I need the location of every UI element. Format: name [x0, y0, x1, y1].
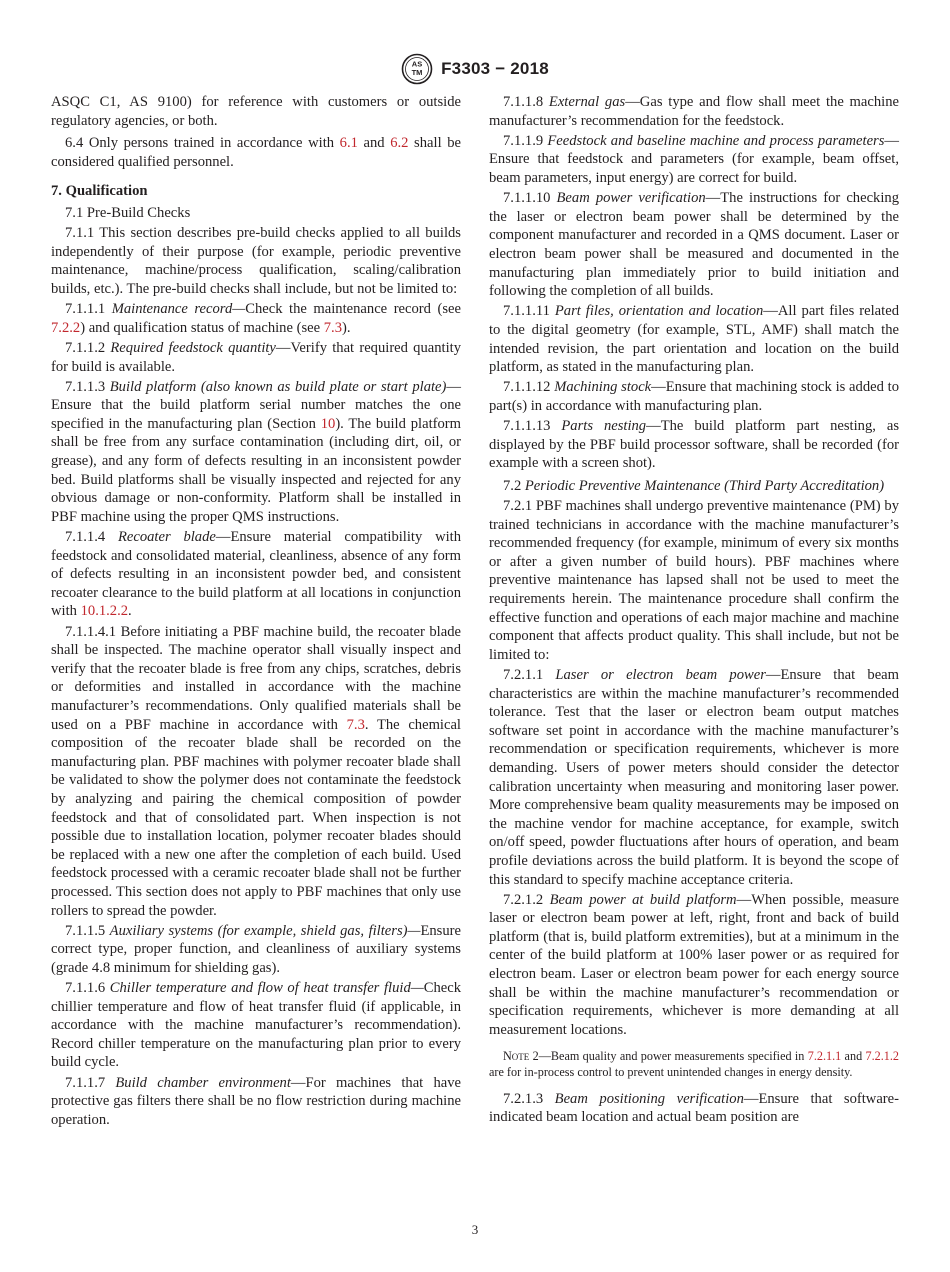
- paragraph-7-1-1-7: 7.1.1.7 Build chamber environment—For machines that have protective gas filters there shall be no flow restriction during machine operation.: [51, 1074, 461, 1128]
- svg-text:TM: TM: [411, 68, 423, 77]
- paragraph-7-1-1-4: 7.1.1.4 Recoater blade—Ensure material compatibility with feedstock and consolidated material, cleanliness, absence of any form of defects resulting in an inconsistent powder bed, and consistent recoater clearance to the build platform at all locations in conjunction with 10.1.2.2.: [51, 529, 462, 620]
- paragraph-7-2-1-2: 7.2.1.2 Beam power at build platform—When possible, measure laser or electron beam power at left, right, front and back of build platform (that is, build platform extremities), but at a minimum in the center of the build platform at 100% laser power or as required for electron beam. Laser or electron beam power for each energy source shall be within the machine manufacturer’s recommendation or specification requirements, whichever is more demanding at all measurement locations.: [489, 891, 900, 1038]
- ref-link-6-1[interactable]: 6.1: [339, 135, 358, 152]
- page-header: [0, 52, 950, 86]
- ref-link-6-2[interactable]: 6.2: [390, 135, 409, 152]
- paragraph-7-1-1: 7.1.1 This section describes pre-build checks applied to all builds independently of their purpose (for example, periodic preventive maintenance, machine/process qualification, scaling/calibration builds, etc.). The pre-build checks shall include, but not be limited to:: [51, 225, 461, 297]
- section-heading-7: 7. Qualification: [51, 183, 148, 200]
- ref-link-7-2-1-2[interactable]: 7.2.1.2: [865, 1049, 900, 1064]
- paragraph-7-1-1-4-1: 7.1.1.4.1 Before initiating a PBF machine build, the recoater blade shall be inspected. The machine operator shall visually inspect and verify that the recoater blade is free from any chips, scratches, debris or deformities and installed in accordance with the machine manufacturer’s recommendations. Only qualified materials shall be used on a PBF machine in accordance with 7.3. The chemical composition of the recoater blade shall be recorded on the manufacturing plan. PBF machines with polymer recoater blade shall be validated to show the polymer does not contaminate the feedstock by analyzing and pairing the chemical composition of powder feedstock and that of consolidated part. When inspection is not possible due to installation location, polymer recoater blades should be replaced with a new one after the completion of each build. Used feedstock processed with a ceramic recoater blade shall not be further processed. This section does not apply to PBF machines that only use rollers to spread the powder.: [51, 623, 461, 919]
- paragraph-7-2-1-3: 7.2.1.3 Beam positioning verification—Ensure that software-indicated beam location and actual beam position are: [489, 1090, 900, 1126]
- paragraph-7-1: 7.1 Pre-Build Checks: [65, 204, 191, 221]
- note-2: Note 2—Beam quality and power measurements specified in 7.2.1.1 and 7.2.1.2 are for in-process control to prevent unintended changes in energy density.: [489, 1049, 900, 1079]
- paragraph-7-1-1-9: 7.1.1.9 Feedstock and baseline machine and process parameters—Ensure that feedstock and parameters (for example, beam offset, beam parameters, input energy) are correct for build.: [489, 132, 900, 186]
- right-column: [489, 93, 899, 1129]
- paragraph-7-1-1-12: 7.1.1.12 Machining stock—Ensure that machining stock is added to part(s) in accordance with manufacturing plan.: [489, 379, 899, 414]
- paragraph-7-1-1-13: 7.1.1.13 Parts nesting—The build platform part nesting, as displayed by the PBF build processor software, shall be recorded (for example with a screen shot).: [489, 418, 899, 472]
- ref-link-10[interactable]: 10: [320, 415, 336, 432]
- ref-link-7-3-b[interactable]: 7.3: [346, 716, 365, 733]
- paragraph-7-1-1-5: 7.1.1.5 Auxiliary systems (for example, shield gas, filters)—Ensure correct type, proper function, and cleanliness of auxiliary systems (grade 4.8 minimum for shielding gas).: [51, 922, 461, 976]
- svg-text:AS: AS: [411, 59, 423, 69]
- astm-logo-icon: [401, 53, 433, 85]
- paragraph-7-2: 7.2 Periodic Preventive Maintenance (Third Party Accreditation): [503, 477, 885, 494]
- ref-link-10-1-2-2[interactable]: 10.1.2.2: [80, 603, 129, 620]
- paragraph-7-1-1-1: 7.1.1.1 Maintenance record—Check the maintenance record (see 7.2.2) and qualification status of machine (see 7.3).: [51, 301, 461, 336]
- left-column: [51, 93, 461, 1131]
- page-number: 3: [471, 1222, 479, 1237]
- ref-link-7-3[interactable]: 7.3: [323, 319, 342, 336]
- standard-number: F3303 − 2018: [441, 59, 549, 78]
- paragraph-7-1-1-3: 7.1.1.3 Build platform (also known as build plate or start plate)—Ensure that the build platform serial number matches the one specified in the manufacturing plan (Section 10). The build platform shall be free from any surface contamination (including dirt, oil, or grease), and any form of defects resulting in an inconsistent powder bed. Build platforms shall be visually inspected and rejected for any obvious damage or non-conformity. Platform shall be installed in PBF machine using the proper QMS instructions.: [51, 378, 461, 525]
- paragraph-6-4: 6.4 Only persons trained in accordance with 6.1 and 6.2 shall be considered qualified personnel.: [51, 135, 461, 170]
- paragraph-7-1-1-8: 7.1.1.8 External gas—Gas type and flow shall meet the machine manufacturer’s recommendation for the feedstock.: [489, 94, 899, 129]
- paragraph-7-1-1-6: 7.1.1.6 Chiller temperature and flow of heat transfer fluid—Check chillier temperature and flow of heat transfer fluid (if applicable, in accordance with the machine manufacturer’s recommendation). Record chiller temperature on the manufacturing plan prior to every build cycle.: [51, 980, 462, 1071]
- paragraph-7-1-1-11: 7.1.1.11 Part files, orientation and location—All part files related to the digital geometry (for example, STL, AMF) shall match the intended revision, the part orientation and location on the build platform, as stated in the manufacturing plan.: [489, 303, 899, 376]
- paragraph-continued: ASQC C1, AS 9100) for reference with customers or outside regulatory agencies, or both.: [51, 94, 461, 129]
- paragraph-7-1-1-2: 7.1.1.2 Required feedstock quantity—Verify that required quantity for build is available.: [51, 339, 462, 375]
- ref-link-7-2-1-1[interactable]: 7.2.1.1: [807, 1049, 842, 1064]
- paragraph-7-2-1: 7.2.1 PBF machines shall undergo preventive maintenance (PM) by trained technicians in accordance with the machine manufacturer’s recommended frequency (for example, minimum of every six months or after a given number of build hours). PBF machines where preventive maintenance has lapsed shall not be used to meet the requirements herein. The maintenance procedure shall confirm the effective function and operations of each major machine and machine component that affects product quality. This shall include, but not be limited to:: [489, 498, 899, 663]
- ref-link-7-2-2[interactable]: 7.2.2: [51, 319, 81, 336]
- paragraph-7-1-1-10: 7.1.1.10 Beam power verification—The instructions for checking the laser or electron beam power shall be determined by the component manufacturer and recorded in a QMS document. Laser or electron beam power shall be measured and documented in the manufacturing plan immediately prior to build initiation and following the completion of all builds.: [489, 190, 899, 300]
- paragraph-7-2-1-1: 7.2.1.1 Laser or electron beam power—Ensure that beam characteristics are within the machine manufacturer’s recommended tolerance. Test that the laser or electron beam output matches software set point in accordance with the machine manufacturer’s recommendation or specification requirements, whichever is more demanding. Users of power meters should consider the detector calibration uncertainty when measuring and monitoring laser power. More comprehensive beam quality measurements may be imposed on the machine vendor for machine acceptance, for example, switch on/off speed, powder fluctuations after hours of operation, and beam profile deviations across the build platform. It is beyond the scope of this standard to specify machine acceptance criteria.: [489, 666, 900, 888]
